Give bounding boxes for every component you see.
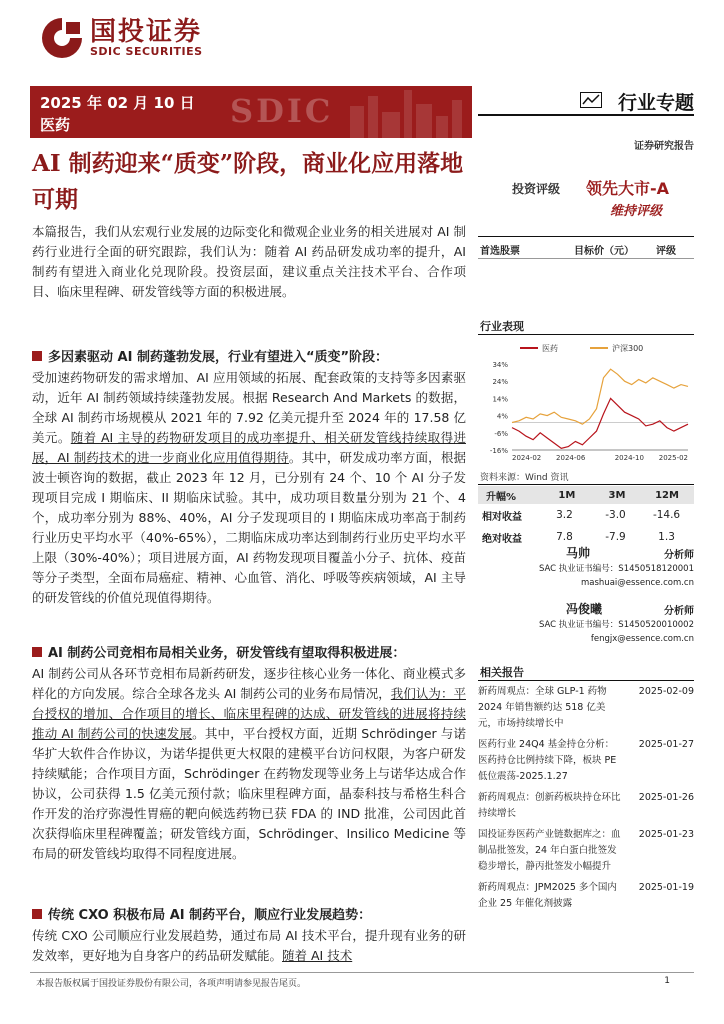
related-item-text[interactable]: 医药行业 24Q4 基金持仓分析：医药持仓比例持续下降，板块 PE 低位震荡-2025.1.27 (478, 739, 617, 782)
y-tick-label: 24% (492, 378, 508, 387)
analyst-title: 分析师 (664, 550, 694, 561)
related-title: 相关报告 (480, 666, 524, 679)
banner-watermark: SDIC (230, 92, 334, 130)
perf-cell: -3.0 (605, 509, 626, 521)
report-date: 2025 年 02 月 10 日 (40, 94, 195, 112)
trend-icon (580, 92, 602, 112)
header-banner (30, 86, 472, 138)
related-item[interactable] (478, 880, 694, 912)
bullet-square-icon (32, 647, 42, 657)
perf-cell: -14.6 (652, 509, 681, 521)
related-item-date: 2025-01-26 (638, 792, 694, 803)
related-item[interactable] (478, 737, 694, 785)
section-1-text-b: 。其中，研发成功率方面，根据波士顿咨询的数据，截止 2023 年 12 月，已分别有 24 个、10 个 AI 分子发现项目完成 I 期临床、II 期临床试验。其中，成功项目数量分别为 21 个、4 个，成功率分别为 88%、40%，AI 分子发现项目的 I 期临床成功率高于制药行业历史平均水平（40%-65%），二期临床成功率达到制药行业历史平均水平上限（30%-40%）；项目进展方面，AI 药物发现项目覆盖小分子、抗体、疫苗等分子类型，全面布局癌症、精神、心血管、消化、呼吸等疾病领域，AI 主导的研发管线的价值兑现值得期待。 (32, 450, 466, 605)
section-heading-text: AI 制药公司竞相布局相关业务，研发管线有望取得积极进展： (48, 646, 406, 661)
section-heading-3 (32, 904, 472, 923)
analyst-name: 马帅 (566, 546, 591, 560)
stock-pick-col3: 评级 (656, 246, 676, 257)
section-1-body (32, 368, 466, 608)
perf-row-label: 绝对收益 (482, 533, 522, 545)
logo-text-cn: 国投证券 (90, 17, 203, 47)
related-item-text[interactable]: 新药周观点：创新药板块持仓环比持续增长 (478, 792, 621, 819)
logo-mark-icon (40, 16, 84, 60)
section-2-body (32, 664, 466, 864)
related-item-text[interactable]: 新药周观点：全球 GLP-1 药物 2024 年销售额约达 518 亿美元，市场持续增长中 (478, 686, 607, 729)
performance-line (478, 334, 694, 335)
intro-paragraph: 本篇报告，我们从宏观行业发展的边际变化和微观企业业务的相关进展对 AI 制药行业进行全面的研究跟踪，我们认为：随着 AI 药品研发成功率的提升，AI 制药有望进入商业化兑现阶段。投资层面，建议重点关注技术平台、合作项目、临床里程碑、研发管线等方面的积极进展。 (32, 224, 466, 299)
x-tick-label: 2024-06 (556, 454, 586, 462)
perf-cell: 3.2 (556, 509, 573, 521)
related-item-text[interactable]: 新药周观点：JPM2025 多个国内企业 25 年催化剂披露 (478, 882, 617, 909)
section-heading-2 (32, 642, 472, 661)
section-3-text-a: 传统 CXO 公司顺应行业发展趋势，通过布局 AI 技术平台，提升现有业务的研发效率，更好地为自身客户的药品研发赋能。 (32, 928, 466, 963)
section-heading-1 (32, 346, 472, 365)
chart-source: 资料来源：Wind 资讯 (480, 473, 569, 483)
section-1-highlight: 随着 AI 主导的药物研发项目的成功率提升、相关研发管线持续取得进展，AI 制药技术的进一步商业化应用值得期待 (32, 430, 466, 465)
company-logo (40, 16, 203, 60)
perf-table-top-line (478, 484, 694, 485)
series-line (512, 369, 688, 424)
perf-row-label: 相对收益 (482, 511, 522, 523)
page-number: 1 (664, 976, 670, 986)
analyst-block-1 (478, 544, 694, 590)
x-tick-label: 2024-10 (614, 454, 644, 462)
section-1-text-a: 受加速药物研发的需求增加、AI 应用领域的拓展、配套政策的支持等多因素驱动，近年 AI 制药领域持续蓬勃发展。根据 Research And Markets 的数据，全球 AI 制药市场规模从 2021 年的 7.92 亿美元提升至 2024 年的 17.58 亿美元。 (32, 370, 466, 445)
bullet-square-icon (32, 909, 42, 919)
y-tick-label: 4% (496, 412, 508, 421)
legend-label: 沪深300 (612, 344, 644, 353)
related-item[interactable] (478, 684, 694, 732)
bullet-square-icon (32, 351, 42, 361)
y-tick-label: 14% (492, 395, 508, 404)
rating-value: 领先大市-A (586, 179, 670, 198)
stock-pick-col1: 首选股票 (480, 246, 520, 257)
analyst-cert: SAC 执业证书编号：S1450518120001 (538, 564, 694, 574)
perf-cell: 1.3 (658, 531, 675, 543)
perf-row-relative (478, 504, 694, 526)
perf-header-cell: 1M (558, 489, 576, 501)
analyst-name: 冯俊曦 (566, 602, 603, 616)
sector-title: 行业专题 (617, 92, 694, 114)
series-line (512, 398, 688, 448)
x-tick-label: 2025-02 (658, 454, 688, 462)
footer-divider (30, 972, 694, 973)
perf-header-cell: 12M (655, 489, 679, 501)
rating-sub: 维持评级 (610, 204, 663, 219)
perf-cell: 7.8 (556, 531, 573, 543)
related-item-date: 2025-01-27 (638, 739, 694, 750)
footer-disclaimer: 本报告版权属于国投证券股份有限公司，各项声明请参见报告尾页。 (36, 979, 307, 989)
y-tick-label: 34% (492, 361, 508, 369)
related-line (478, 680, 694, 681)
section-2-text-b: 。其中，平台授权方面，近期 Schrödinger 与诺华扩大软件合作协议，为诺华提供更大权限的建模平台访问权限，为客户研发持续赋能；合作项目方面，Schrödinger 在药物发现等业务上与诺华达成合作协议，公司获得 1.5 亿美元预付款；临床里程碑方面，晶泰科技与希格生科合作开发的治疗弥漫性胃癌的靶向候选药物已获 FDA 的 IND 批准，公司因此首次获得临床里程碑覆盖；研发管线方面，Schrödinger、Insilico Medicine 等布局的研发管线均取得不同程度进展。 (32, 726, 466, 861)
section-heading-text: 传统 CXO 积极布局 AI 制药平台，顺应行业发展趋势： (48, 908, 372, 923)
perf-header-cell: 3M (608, 489, 626, 501)
report-type: 证券研究报告 (634, 141, 694, 152)
analyst-email[interactable]: mashuai@essence.com.cn (581, 578, 694, 588)
section-3-body (32, 926, 466, 966)
y-tick-label: -6% (494, 429, 508, 438)
logo-text-en: SDIC SECURITIES (90, 45, 203, 58)
section-2-highlight: 我们认为：平台授权的增加、合作项目的增长、临床里程碑的达成、研发管线的进展将持续推动 AI 制药公司的快速发展 (32, 686, 466, 741)
performance-title: 行业表现 (480, 320, 524, 333)
analyst-cert: SAC 执业证书编号：S1450520010002 (538, 620, 694, 630)
stock-pick-col2: 目标价（元） (574, 246, 634, 257)
legend-label: 医药 (542, 344, 558, 353)
performance-chart (478, 338, 694, 464)
perf-header-cell: 升幅% (486, 491, 517, 503)
perf-cell: -7.9 (605, 531, 626, 543)
analyst-block-2 (478, 600, 694, 646)
analyst-title: 分析师 (664, 606, 694, 617)
perf-table-header (478, 486, 694, 504)
y-tick-label: -16% (489, 447, 508, 455)
related-item-date: 2025-02-09 (638, 686, 694, 697)
section-2-text-a: AI 制药公司从各环节竞相布局新药研发，逐步往核心业务一体化、商业模式多样化的方向发展。综合全球各龙头 AI 制药公司的业务布局情况， (32, 666, 466, 701)
section-heading-text: 多因素驱动 AI 制药蓬勃发展，行业有望进入“质变”阶段： (48, 350, 389, 365)
report-sector: 医药 (40, 116, 71, 134)
related-item[interactable] (478, 790, 694, 822)
related-item-date: 2025-01-19 (638, 882, 694, 893)
x-tick-label: 2024-02 (512, 454, 542, 462)
related-list (478, 684, 694, 912)
related-item-text[interactable]: 国投证券医药产业链数据库之：血制品批签发，24 年白蛋白批签发稳步增长，静丙批签发小幅提升 (478, 829, 621, 872)
analyst-email[interactable]: fengjx@essence.com.cn (590, 634, 694, 644)
related-item[interactable] (478, 827, 694, 875)
related-item-date: 2025-01-23 (638, 829, 694, 840)
stock-pick-divider (478, 258, 694, 259)
stock-pick-top-line (478, 236, 694, 237)
section-3-highlight: 随着 AI 技术 (282, 948, 353, 963)
header-divider (478, 114, 694, 116)
rating-label: 投资评级 (512, 182, 561, 196)
report-title: AI 制药迎来“质变”阶段，商业化应用落地可期 (32, 150, 464, 213)
performance-table (478, 486, 694, 548)
